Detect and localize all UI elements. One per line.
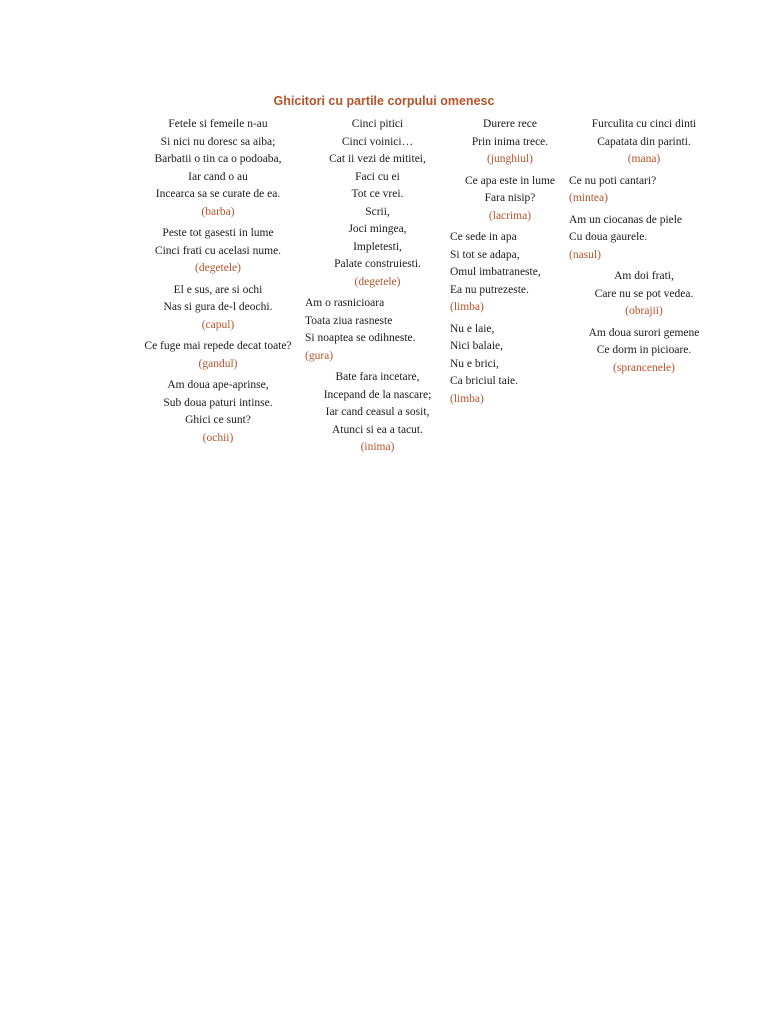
riddle-line: Ghici ce sunt? bbox=[185, 414, 251, 426]
riddle-column-2 bbox=[305, 116, 450, 461]
riddle-line: Cat ii vezi de mititei, bbox=[329, 153, 426, 165]
riddle bbox=[569, 173, 719, 208]
riddle-line: Prin inima trece. bbox=[471, 135, 549, 148]
riddle bbox=[305, 369, 450, 457]
riddle bbox=[569, 212, 719, 265]
riddle-answer: (lacrima) bbox=[488, 209, 532, 222]
riddle bbox=[450, 321, 570, 409]
riddle-answer: (mintea) bbox=[569, 192, 608, 204]
riddle bbox=[305, 295, 450, 365]
page-title: Ghicitori cu partile corpului omenesc bbox=[273, 94, 495, 108]
riddle-line: Nu e brici, bbox=[450, 357, 499, 370]
riddle-line: Faci cu ei bbox=[355, 170, 400, 183]
riddle-line: Am doua ape-aprinse, bbox=[167, 379, 269, 391]
riddle-answer: (gandul) bbox=[198, 357, 238, 370]
riddle-line: Fetele si femeile n-au bbox=[168, 118, 268, 130]
riddle-answer: (capul) bbox=[201, 318, 235, 331]
riddle-line: Si tot se adapa, bbox=[450, 248, 520, 261]
riddle-line: Ce nu poti cantari? bbox=[569, 174, 657, 187]
riddle-line: Si noaptea se odihneste. bbox=[305, 332, 416, 344]
riddle-line: Ca briciul taie. bbox=[450, 375, 519, 387]
riddle-line: Nici balaie, bbox=[450, 340, 504, 352]
riddle-line: Ce fuge mai repede decat toate? bbox=[144, 340, 292, 352]
riddle-line: Am o rasnicioara bbox=[305, 297, 385, 309]
riddle bbox=[569, 116, 719, 169]
riddle bbox=[305, 116, 450, 291]
riddle bbox=[450, 229, 570, 317]
riddle-line: El e sus, are si ochi bbox=[173, 283, 263, 296]
riddle-line: Ce apa este in lume bbox=[464, 174, 556, 187]
riddle-line: Ea nu putrezeste. bbox=[450, 283, 529, 296]
riddle-line: Furculita cu cinci dinti bbox=[591, 118, 697, 130]
riddle-answer: (degetele) bbox=[354, 275, 401, 288]
riddle bbox=[118, 338, 318, 373]
riddle-answer: (gura) bbox=[305, 349, 334, 362]
riddle-line: Cinci frati cu acelasi nume. bbox=[154, 244, 282, 257]
riddle bbox=[118, 377, 318, 447]
riddle-answer: (limba) bbox=[450, 301, 484, 313]
riddle-answer: (ochii) bbox=[202, 431, 234, 444]
riddle-line: Bate fara incetare, bbox=[335, 371, 420, 383]
riddle-column-1 bbox=[118, 116, 318, 451]
riddle bbox=[569, 325, 719, 378]
riddle-column-3 bbox=[450, 116, 570, 412]
riddle-answer: (barba) bbox=[201, 205, 235, 218]
riddle-answer: (nasul) bbox=[569, 248, 601, 261]
riddle-line: Incepand de la nascare; bbox=[323, 388, 432, 401]
riddle-answer: (mana) bbox=[627, 153, 661, 165]
riddle-line: Cinci voinici… bbox=[341, 135, 414, 148]
riddle-line: Iar cand ceasul a sosit, bbox=[325, 406, 430, 418]
riddle-line: Ce dorm in picioare. bbox=[596, 344, 692, 356]
riddle-line: Scrii, bbox=[365, 205, 390, 218]
riddle-line: Sub doua paturi intinse. bbox=[163, 396, 273, 409]
riddle bbox=[118, 282, 318, 335]
riddle-line: Cu doua gaurele. bbox=[569, 231, 648, 243]
riddle-line: Peste tot gasesti in lume bbox=[162, 227, 274, 239]
riddle-line: Impletesti, bbox=[353, 240, 402, 253]
riddle-line: Durere rece bbox=[483, 118, 537, 130]
riddle-line: Ce sede in apa bbox=[450, 231, 517, 243]
riddle bbox=[450, 116, 570, 169]
riddle-line: Omul imbatraneste, bbox=[450, 266, 541, 278]
riddle-line: Cinci pitici bbox=[351, 118, 404, 130]
riddle-line: Nu e laie, bbox=[450, 322, 495, 335]
riddle-line: Tot ce vrei. bbox=[351, 188, 404, 200]
riddle-answer: (limba) bbox=[450, 392, 484, 405]
riddle-line: Nas si gura de-l deochi. bbox=[163, 301, 273, 313]
riddle-line: Iar cand o au bbox=[188, 170, 248, 183]
riddle-answer: (sprancenele) bbox=[613, 361, 675, 374]
riddle-column-4 bbox=[569, 116, 719, 381]
riddle-line: Atunci si ea a tacut. bbox=[331, 423, 423, 436]
riddle bbox=[118, 116, 318, 221]
riddle bbox=[118, 225, 318, 278]
riddle-line: Palate construiesti. bbox=[334, 258, 421, 270]
riddle-line: Care nu se pot vedea. bbox=[594, 287, 694, 300]
riddle-answer: (inima) bbox=[360, 441, 395, 453]
riddle-line: Si nici nu doresc sa aiba; bbox=[160, 135, 276, 148]
riddle bbox=[450, 173, 570, 226]
riddle-line: Joci mingea, bbox=[348, 223, 407, 235]
riddle-line: Am doua surori gemene bbox=[588, 326, 700, 339]
riddle-answer: (junghiul) bbox=[487, 153, 533, 165]
riddle-line: Am doi frati, bbox=[614, 270, 674, 282]
riddle-line: Toata ziua rasneste bbox=[305, 314, 393, 327]
riddle-line: Am un ciocanas de piele bbox=[569, 213, 683, 226]
riddle-line: Capatata din parinti. bbox=[597, 135, 691, 148]
riddle-line: Incearca sa se curate de ea. bbox=[155, 188, 281, 200]
riddle bbox=[569, 268, 719, 321]
riddle-answer: (degetele) bbox=[195, 262, 241, 274]
riddle-answer: (obrajii) bbox=[625, 305, 663, 317]
riddle-line: Barbatii o tin ca o podoaba, bbox=[154, 153, 282, 165]
riddle-line: Fara nisip? bbox=[484, 192, 536, 204]
